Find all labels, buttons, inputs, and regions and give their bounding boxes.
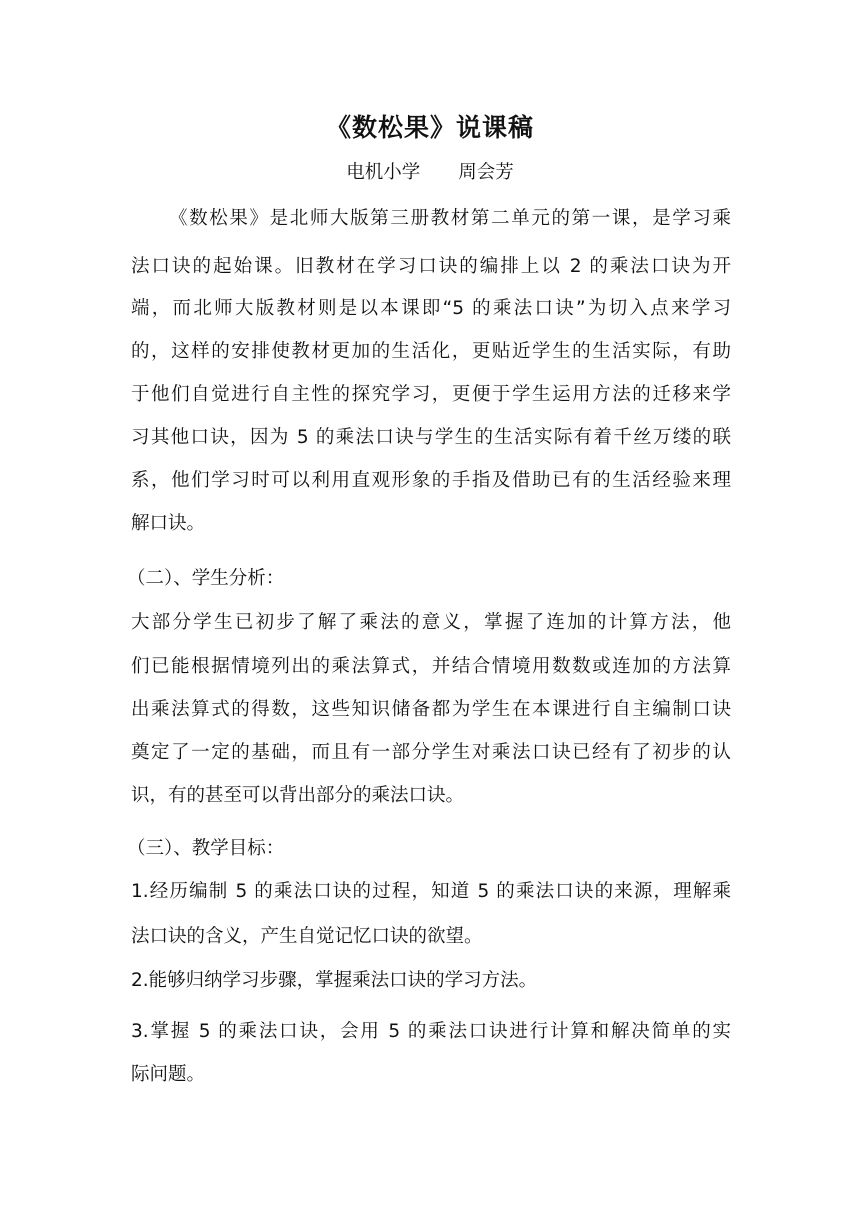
paragraph1-line: 端，而北师大版教材则是以本课即“5 的乘法口诀”为切入点来学习 [131,298,731,319]
goal-item-1-line: 1.经历编制 5 的乘法口诀的过程，知道 5 的乘法口诀的来源，理解乘 [131,881,731,902]
paragraph1-line: 法口诀的起始课。旧教材在学习口诀的编排上以 2 的乘法口诀为开 [131,256,731,277]
paragraph1-line: 习其他口诀，因为 5 的乘法口诀与学生的生活实际有着千丝万缕的联 [131,427,731,448]
goal-item-1-line: 法口诀的含义，产生自觉记忆口诀的欲望。 [131,926,483,947]
paragraph2-line: 奠定了一定的基础，而且有一部分学生对乘法口诀已经有了初步的认 [131,742,731,763]
paragraph2-line: 大部分学生已初步了解了乘法的意义，掌握了连加的计算方法，他 [131,612,731,633]
document-title: 《数松果》说课稿 [325,113,534,142]
paragraph1-line: 解口诀。 [131,513,206,534]
goal-item-3-line: 际问题。 [131,1064,206,1085]
section-heading-teaching-goals: （三）、教学目标： [127,838,285,859]
section-heading-student-analysis: （二）、学生分析： [127,568,285,589]
goal-item-2: 2.能够归纳学习步骤，掌握乘法口诀的学习方法。 [131,970,538,991]
paragraph2-line: 识，有的甚至可以背出部分的乘法口诀。 [131,785,465,806]
goal-item-3-line: 3.掌握 5 的乘法口诀，会用 5 的乘法口诀进行计算和解决简单的实 [131,1021,731,1042]
paragraph1-line: 的，这样的安排使教材更加的生活化，更贴近学生的生活实际，有助 [131,341,731,362]
paragraph1-line: 于他们自觉进行自主性的探究学习，更便于学生运用方法的迁移来学 [131,384,731,405]
author-name: 周会芳 [458,162,514,183]
paragraph2-line: 们已能根据情境列出的乘法算式，并结合情境用数数或连加的方法算 [131,656,731,677]
paragraph1-line: 《数松果》是北师大版第三册教材第二单元的第一课，是学习乘 [169,208,731,229]
author-school: 电机小学 [346,162,421,183]
paragraph1-line: 系，他们学习时可以利用直观形象的手指及借助已有的生活经验来理 [131,470,731,491]
paragraph2-line: 出乘法算式的得数，这些知识储备都为学生在本课进行自主编制口诀 [131,699,731,720]
author-line [0,160,860,186]
